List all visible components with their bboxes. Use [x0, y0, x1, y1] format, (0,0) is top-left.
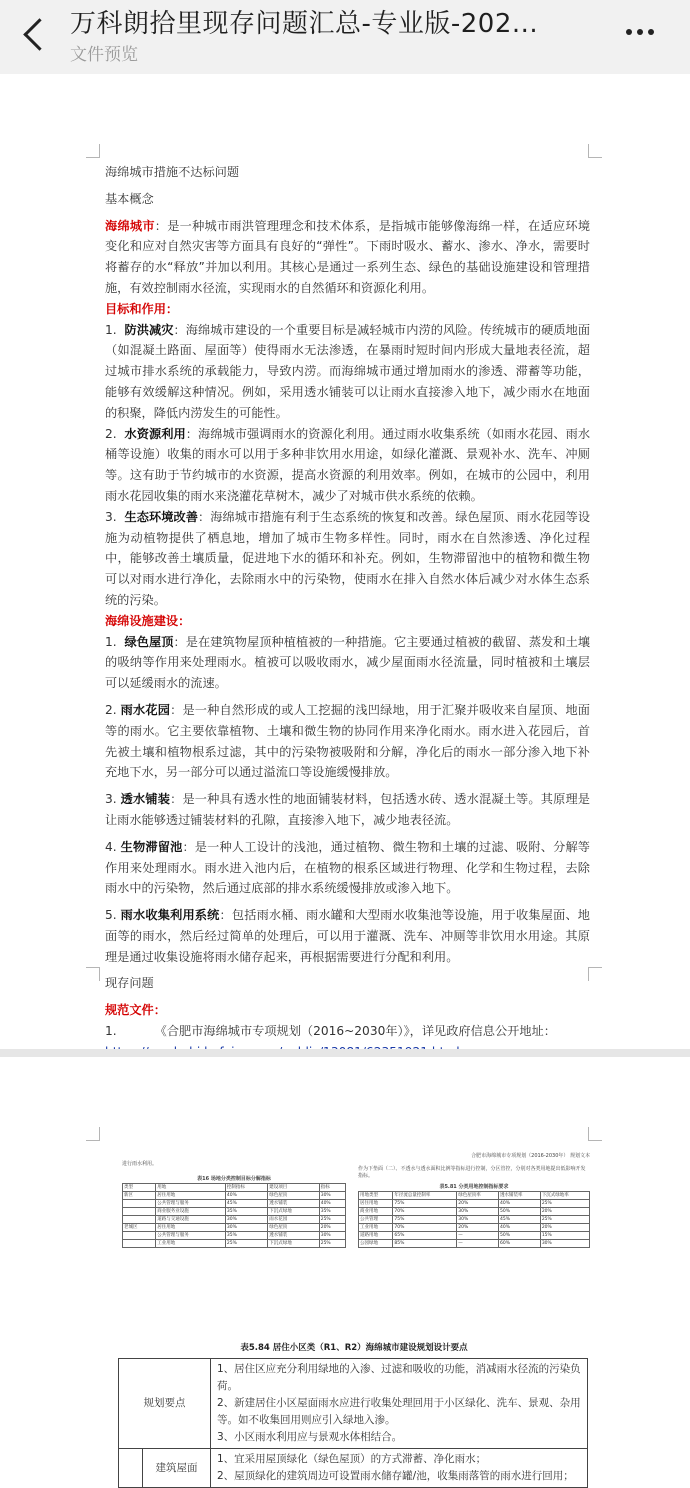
build-term: 雨水收集利用系统: [120, 908, 220, 923]
scan-left-column: [122, 1153, 346, 1248]
table-row: [123, 1240, 346, 1248]
table-cell: 60%: [499, 1240, 541, 1248]
document-title: 万科朗拾里现存问题汇总-专业版-202...: [70, 9, 539, 39]
table-cell: 老城区: [123, 1224, 156, 1232]
top-bar: [0, 0, 690, 74]
page-corner-mark: [86, 144, 100, 158]
table-cell: 用地类型: [359, 1192, 393, 1200]
goal-term: 水资源利用: [124, 426, 186, 441]
build-text: ：是一种具有透水性的地面铺装材料，包括透水砖、透水混凝土等。其原理是让雨水能够透过铺装材料的孔隙，直接渗入地下，减少地表径流。: [105, 792, 590, 827]
build-term: 透水铺装: [120, 792, 171, 807]
table-cell: 年径流总量控制率: [393, 1192, 457, 1200]
list-item: 1、居住区应充分利用绿地的入渗、过滤和吸收的功能，消减雨水径流的污染负荷。: [217, 1363, 581, 1392]
table-cell: 30%: [319, 1192, 345, 1200]
build-item-4: [105, 837, 590, 899]
table-cell: 公园绿地: [359, 1240, 393, 1248]
scan-right-caption: 表5.81 分类用地控制指标要求: [439, 1184, 509, 1190]
norm-item-1: [105, 1021, 590, 1042]
table-cell: 70%: [393, 1208, 457, 1216]
list-item: 2、新建居住小区屋面雨水应进行收集处理回用于小区绿化、洗车、景观、杂用等。如不收集回用则应引入绿地入渗。: [217, 1397, 581, 1426]
table-cell: —: [457, 1232, 499, 1240]
table-cell: 透水铺装: [268, 1200, 319, 1208]
table-cell: 30%: [457, 1216, 499, 1224]
table-cell: 工业用地: [156, 1240, 226, 1248]
table-cell: 公共管理与服务: [156, 1200, 226, 1208]
table-cell: 35%: [225, 1232, 267, 1240]
goal-term: 防洪减灾: [124, 322, 174, 337]
table-cell: 新区: [123, 1192, 156, 1200]
table-cell: 45%: [225, 1200, 267, 1208]
goal-text: ：海绵城市强调雨水的资源化利用。通过雨水收集系统（如雨水花园、雨水桶等设施）收集的雨水可以用于多种非饮用水用途，如绿化灌溉、景观补水、洗车、冲厕等。这有助于节约城市的水资源，提高水资源的利用效率。例如，在城市的公园中，利用雨水花园收集的雨水来浇灌花草树木，减少了对城市供水系统的依赖。: [105, 426, 591, 503]
build-term: 生物滞留池: [120, 839, 183, 854]
table-cell: 75%: [393, 1200, 457, 1208]
table-cell: 30%: [540, 1240, 589, 1248]
table-cell: 类型: [123, 1184, 156, 1192]
page-corner-mark: [86, 1127, 100, 1141]
table-cell: 25%: [540, 1200, 589, 1208]
document-page-1: [0, 74, 690, 1049]
scan-left-caption: 表16 场地分类控制目标分解指标: [197, 1176, 271, 1182]
goal-item-3: [105, 507, 590, 611]
table-cell: 居住用地: [156, 1192, 226, 1200]
document-body: [105, 162, 590, 1063]
row-head: 建筑屋面: [143, 1449, 211, 1488]
issues-heading: 现存问题: [105, 976, 154, 991]
table-cell: 40%: [225, 1192, 267, 1200]
table-cell: 25%: [319, 1216, 345, 1224]
build-item-5: [105, 905, 590, 967]
table-cell: 30%: [319, 1232, 345, 1240]
section-title: 海绵城市措施不达标问题: [105, 165, 240, 179]
item-number: 3.: [105, 509, 125, 524]
table-cell: 透水铺装率: [499, 1192, 541, 1200]
build-text: ：包括雨水桶、雨水罐和大型雨水收集池等设施，用于收集屋面、地面等的雨水，然后经过简单的处理后，可以用于灌溉、洗车、冲厕等非饮用水用途。其原理是通过收集设施将雨水储存起来，再根据需要进行分配和利用。: [105, 908, 590, 964]
planning-table-caption: 表5.84 居住小区类（R1、R2）海绵城市建设规划设计要点: [240, 1343, 468, 1353]
page-corner-mark: [588, 967, 602, 981]
definition-text: ：是一种城市雨洪管理理念和技术体系，是指城市能够像海绵一样，在适应环境变化和应对自然灾害等方面具有良好的“弹性”。下雨时吸水、蓄水、渗水、净水，需要时将蓄存的水“释放”并加以利用。其核心是通过一系列生态、绿色的基础设施建设和管理措施，有效控制雨水径流，实现雨水的自然循环和资源化利用。: [105, 218, 591, 295]
table-row: [359, 1240, 590, 1248]
planning-table: [118, 1358, 588, 1488]
goals-heading: 目标和作用：: [105, 301, 179, 316]
build-text: ：是一种人工设计的浅池，通过植物、微生物和土壤的过滤、吸附、分解等作用来处理雨水。雨水进入池内后，在植物的根系区域进行物理、化学和生物过程，去除雨水中的污染物，然后通过底部的排水系统缓慢排放或渗入地下。: [105, 839, 590, 896]
row-spacer: [119, 1449, 143, 1488]
table-row: [123, 1208, 346, 1216]
table-cell: 20%: [540, 1224, 589, 1232]
table-cell: —: [457, 1240, 499, 1248]
table-cell: 控制指标: [225, 1184, 267, 1192]
item-number: 1.: [105, 1024, 117, 1039]
table-cell: 40%: [499, 1200, 541, 1208]
table-cell: 绿色屋顶: [268, 1224, 319, 1232]
table-cell: [123, 1216, 156, 1224]
table-cell: 40%: [319, 1200, 345, 1208]
goal-text: ：海绵城市措施有利于生态系统的恢复和改善。绿色屋顶、雨水花园等设施为动植物提供了栖息地，增加了城市生物多样性。同时，雨水在自然渗透、净化过程中，能够改善土壤质量，促进地下水的循环和补充。例如，生物滞留池中的植物和微生物可以对雨水进行净化，去除雨水中的污染物，使雨水在排入自然水体后减少对水体生态系统的污染。: [105, 509, 591, 607]
table-row: [123, 1216, 346, 1224]
table-cell: 40%: [499, 1224, 541, 1232]
table-cell: 35%: [225, 1208, 267, 1216]
row-content: [211, 1359, 588, 1449]
page-corner-mark: [588, 1127, 602, 1141]
build-item-3: [105, 789, 590, 831]
document-page-2: [0, 1057, 690, 1482]
item-number: 2.: [105, 702, 121, 717]
table-row: [359, 1232, 590, 1240]
table-cell: 35%: [319, 1208, 345, 1216]
table-cell: 30%: [225, 1224, 267, 1232]
item-number: 3.: [105, 792, 121, 807]
table-row: [359, 1208, 590, 1216]
table-cell: 20%: [457, 1200, 499, 1208]
list-item: 1、宜采用屋顶绿化（绿色屋顶）的方式滞蓄、净化雨水；: [217, 1453, 487, 1465]
table-row: [119, 1449, 588, 1488]
table-cell: 30%: [457, 1208, 499, 1216]
item-number: 2.: [105, 426, 125, 441]
table-cell: [123, 1232, 156, 1240]
page-corner-mark: [86, 967, 100, 981]
list-item: 2、屋顶绿化的建筑周边可设置雨水储存罐/池，收集雨落管的雨水进行回用；: [217, 1470, 574, 1482]
table-cell: 下沉式绿地: [268, 1240, 319, 1248]
item-number: 5.: [105, 908, 121, 923]
table-cell: 50%: [499, 1208, 541, 1216]
table-row: [123, 1184, 346, 1192]
table-cell: 商业服务业设施: [156, 1208, 226, 1216]
table-row: [123, 1192, 346, 1200]
scan-left-table: [122, 1183, 346, 1248]
goal-item-2: [105, 424, 590, 507]
table-cell: [123, 1208, 156, 1216]
table-cell: 公共管理与服务: [156, 1232, 226, 1240]
item-number: 1.: [105, 634, 125, 649]
table-row: [123, 1200, 346, 1208]
build-term: 雨水花园: [120, 702, 171, 717]
table-cell: 75%: [393, 1216, 457, 1224]
table-row: [359, 1216, 590, 1224]
more-dots-icon[interactable]: [620, 20, 660, 44]
table-cell: 25%: [540, 1216, 589, 1224]
table-cell: 用地: [156, 1184, 226, 1192]
table-cell: 下沉式绿地率: [540, 1192, 589, 1200]
row-head: 规划要点: [119, 1359, 211, 1449]
table-cell: 道路与交通设施: [156, 1216, 226, 1224]
scan-right-column: [358, 1153, 590, 1248]
table-row: [123, 1224, 346, 1232]
table-cell: 绿色屋顶: [268, 1192, 319, 1200]
build-term: 绿色屋顶: [124, 634, 174, 649]
page-corner-mark: [588, 144, 602, 158]
page-divider: [0, 1049, 690, 1057]
goal-term: 生态环境改善: [124, 509, 199, 524]
table-cell: [123, 1200, 156, 1208]
item-number: 1.: [105, 322, 125, 337]
table-cell: 商业用地: [359, 1208, 393, 1216]
scan-intro: 进行雨水利用。: [122, 1161, 158, 1167]
table-cell: 居住用地: [359, 1200, 393, 1208]
table-row: [119, 1359, 588, 1449]
build-item-2: [105, 700, 590, 783]
goal-item-1: [105, 320, 590, 424]
table-row: [359, 1192, 590, 1200]
table-cell: 20%: [457, 1224, 499, 1232]
build-text: ：是在建筑物屋顶种植植被的一种措施。它主要通过植被的截留、蒸发和土壤的吸纳等作用来处理雨水。植被可以吸收雨水，减少屋面雨水径流量，同时植被和土壤层可以延缓雨水的流速。: [105, 634, 591, 691]
table-cell: 15%: [540, 1232, 589, 1240]
table-cell: 居住用地: [156, 1224, 226, 1232]
table-cell: 工业用地: [359, 1224, 393, 1232]
row-content: [211, 1449, 588, 1488]
table-cell: 70%: [393, 1224, 457, 1232]
file-preview-label: 文件预览: [70, 45, 138, 65]
table-cell: 65%: [393, 1232, 457, 1240]
list-item: 3、小区雨水利用应与景观水体相结合。: [217, 1431, 403, 1443]
table-cell: 公共管理: [359, 1216, 393, 1224]
definition-paragraph: [105, 216, 590, 299]
table-cell: 85%: [393, 1240, 457, 1248]
scan-right-header: 合肥市海绵城市专项规划（2016-2030年） 规划文本: [471, 1153, 590, 1159]
table-row: [359, 1200, 590, 1208]
scan-right-table: [358, 1191, 590, 1248]
table-row: [123, 1232, 346, 1240]
scanned-image: [118, 1153, 590, 1482]
norm-text: 《合肥市海绵城市专项规划（2016~2030年）》，详见政府信息公开地址：: [154, 1024, 556, 1039]
table-cell: 绿色屋顶率: [457, 1192, 499, 1200]
table-cell: 45%: [499, 1216, 541, 1224]
back-chevron-icon[interactable]: [18, 14, 52, 54]
norm-heading: 规范文件：: [105, 1003, 166, 1018]
table-cell: 道路用地: [359, 1232, 393, 1240]
build-item-1: [105, 632, 590, 694]
scan-right-intro: 作为下垫面（二）、不透水与透水面积比例等指标进行控制，分区管控，分别对各类用地提出低影响开发指标。: [358, 1166, 586, 1179]
build-heading: 海绵设施建设：: [105, 613, 191, 628]
table-cell: 雨水花园: [268, 1216, 319, 1224]
item-number: 4.: [105, 839, 121, 854]
table-row: [359, 1224, 590, 1232]
subsection-title: 基本概念: [105, 191, 154, 206]
table-cell: 20%: [540, 1208, 589, 1216]
table-cell: 透水铺装: [268, 1232, 319, 1240]
definition-term: 海绵城市: [105, 218, 155, 233]
table-cell: 下沉式绿地: [268, 1208, 319, 1216]
table-cell: 25%: [225, 1240, 267, 1248]
build-text: ：是一种自然形成的或人工挖掘的浅凹绿地，用于汇聚并吸收来自屋顶、地面等的雨水。它主要依靠植物、土壤和微生物的协同作用来净化雨水。雨水进入花园后，首先被土壤和植物根系过滤，其中的污染物被吸附和分解，净化后的雨水一部分渗入地下补充地下水，另一部分可以通过溢流口等设施缓慢排放。: [105, 702, 590, 780]
table-cell: 50%: [499, 1232, 541, 1240]
table-cell: 30%: [225, 1216, 267, 1224]
table-cell: 建设项目: [268, 1184, 319, 1192]
table-cell: 20%: [319, 1224, 345, 1232]
table-cell: [123, 1240, 156, 1248]
goal-text: ：海绵城市建设的一个重要目标是减轻城市内涝的风险。传统城市的硬质地面（如混凝土路面、屋面等）使得雨水无法渗透，在暴雨时短时间内形成大量地表径流，超过城市排水系统的承载能力，导致内涝。而海绵城市通过增加雨水的渗透、滞蓄等功能，能够有效缓解这种情况。例如，采用透水铺装可以让雨水直接渗入地下，减少雨水在地面的积聚，降低内涝发生的可能性。: [105, 322, 591, 420]
table-cell: 25%: [319, 1240, 345, 1248]
table-cell: 指标: [319, 1184, 345, 1192]
